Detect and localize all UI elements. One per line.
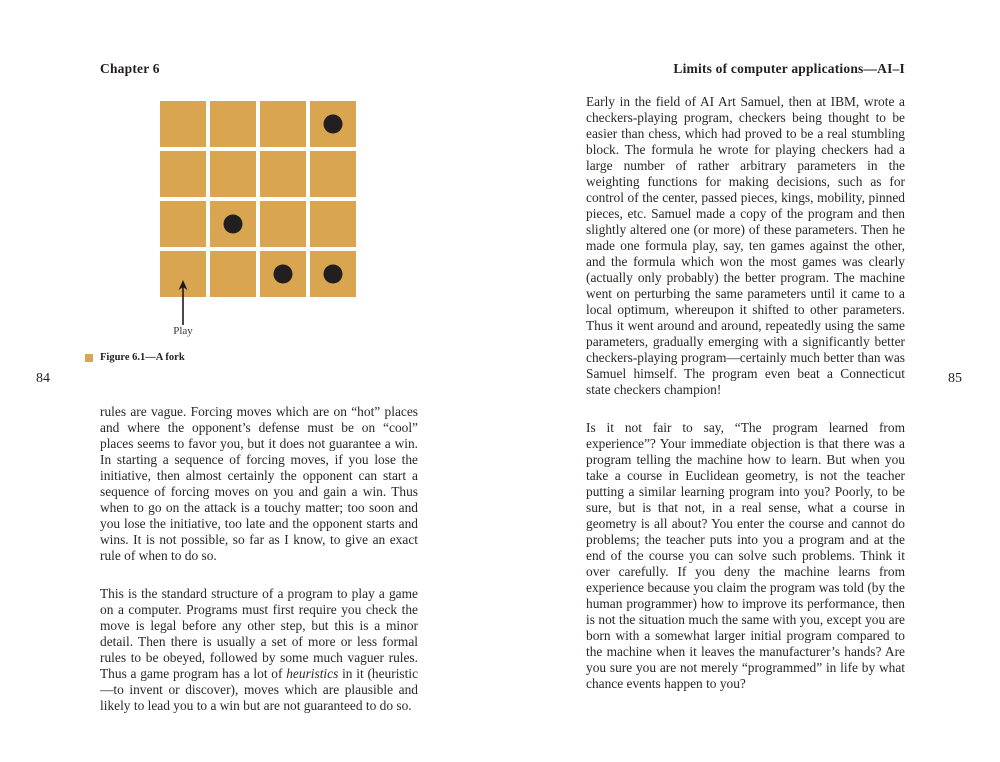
paragraph: Early in the field of AI Art Samuel, then at IBM, wrote a checkers-playing program, checkers being thought to be easier than chess, which had proved to be a real stumbling block. The formula he wrote for playing checkers had a large number of rather arbitrary parameters in the weighting functions for making decisions, such as for control of the center, passed pieces, kings, mobility, pinned pieces, etc. Samuel made a copy of the program and then slightly altered one (or more) of these parameters. Then he made one formula play, say, ten games against the other, and the formula which won the most games was clearly (actually only probably) the better program. The machine went on perturbing the same parameters until it came to a local optimum, whereupon it shifted to other parameters. Thus it went around and around, repeatedly using the same parameters, gradually emerging with a significantly better checkers-playing program—certainly much better than was Samuel himself. The program even beat a Connecticut state checkers champion! — [586, 94, 905, 397]
section-header: Limits of computer applications—AI–I — [673, 61, 905, 76]
board-cell — [210, 201, 256, 247]
board-cell — [210, 151, 256, 197]
board-cell — [210, 251, 256, 297]
board-cell — [310, 201, 356, 247]
caption-square-bullet-icon — [85, 354, 93, 362]
paragraph: This is the standard structure of a program to play a game on a computer. Programs must first require you check the move is legal before any other step, but this is a minor detail. Then there is usually a set of more or less formal rules to be obeyed, followed by some much vaguer rules. Thus a game program has a lot of heuristics in it (heuristic—to invent or discover), moves which are plausible and likely to lead you to a win but are not guaranteed to do so. — [100, 586, 419, 713]
left-page-body — [100, 404, 418, 714]
checker-piece — [224, 215, 243, 234]
board-cell — [310, 151, 356, 197]
board-cell — [310, 251, 356, 297]
paragraph: rules are vague. Forcing moves which are on “hot” places and where the opponent’s defense must be on “cool” places seems to favor you, but it does not guarantee a win. In starting a sequence of forcing moves, if you lose the initiative, then almost certainly the opponent can start a sequence of forcing moves on you and gain a win. Thus when to go on the attack is a touchy matter; too soon and you lose the initiative, too late and the opponent starts and wins. It is not possible, so far as I know, to give an exact rule of when to do so. — [100, 404, 418, 563]
checkers-board — [160, 101, 356, 297]
checker-piece — [324, 115, 343, 134]
board-cell — [210, 101, 256, 147]
chapter-header: Chapter 6 — [100, 61, 160, 76]
play-arrow-icon — [176, 279, 190, 327]
checker-piece — [324, 265, 343, 284]
right-page-body — [586, 94, 905, 692]
board-cell — [260, 201, 306, 247]
paragraph: Is it not fair to say, “The program learned from experience”? Your immediate objection is that there was a program telling the machine how to learn. But when you take a course in Euclidean geometry, is not the teacher putting a similar learning program into you? Poorly, to be sure, but is that not, in a real sense, what a course in geometry is all about? You enter the course and cannot do problems; the teacher puts into you a program and at the end of the course you can solve such problems. Think it over carefully. If you deny the machine learns from experience because you claim the program was told (by the human programmer) how to improve its performance, then is not the situation much the same with you, except you are born with a somewhat larger initial program compared to the machine when it leaves the manufacturer’s hands? Are you sure you are not merely “programmed” in life by what chance events happen to you? — [586, 420, 905, 691]
play-arrow-label: Play — [173, 325, 193, 337]
board-cell — [160, 201, 206, 247]
board-cell — [310, 101, 356, 147]
page-number-left: 84 — [36, 371, 50, 386]
figure-caption — [85, 352, 185, 363]
board-cell — [160, 101, 206, 147]
figure-caption-text: Figure 6.1—A fork — [100, 352, 185, 363]
checker-piece — [274, 265, 293, 284]
board-cell — [260, 251, 306, 297]
page-number-right: 85 — [948, 371, 962, 386]
board-cell — [260, 101, 306, 147]
board-cell — [160, 151, 206, 197]
board-cell — [260, 151, 306, 197]
